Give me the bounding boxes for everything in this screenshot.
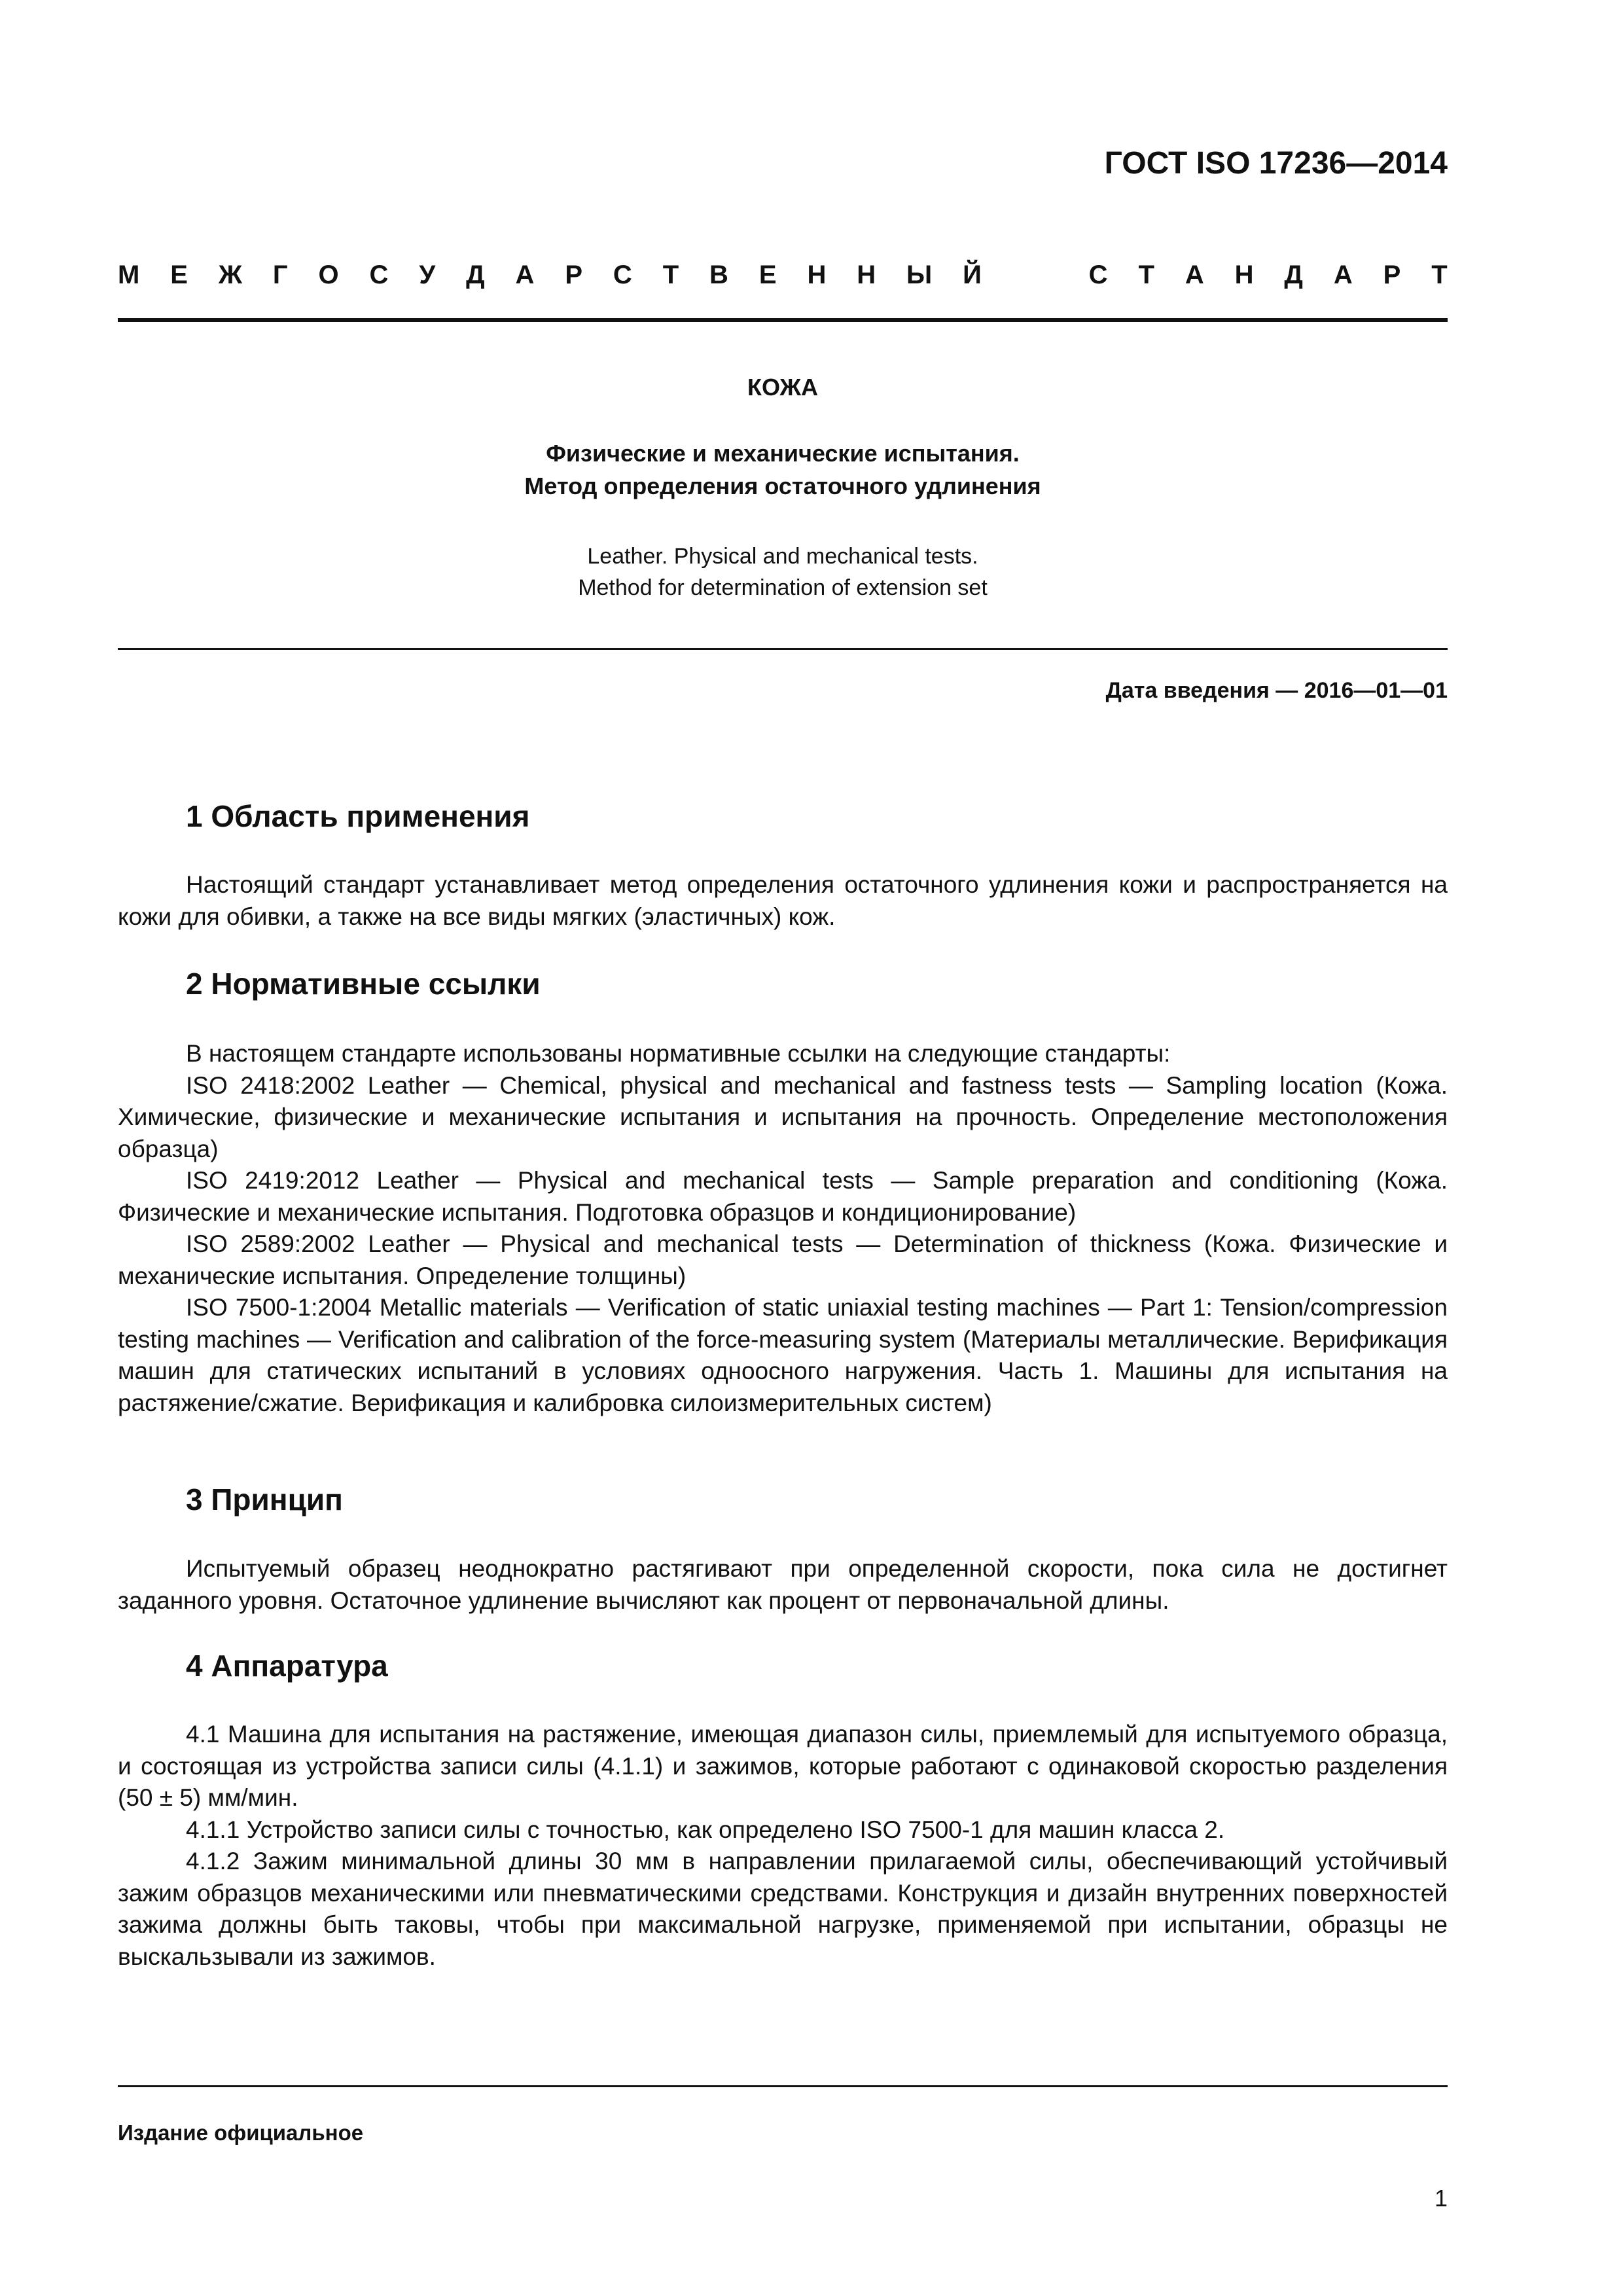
- banner-letter: С: [1088, 260, 1108, 289]
- banner-letter: Д: [466, 260, 485, 289]
- reference-item: ISO 2589:2002 Leather — Physical and mechanical tests — Determination of thickness (Кожа. Физические и механические испытания. Определение толщины): [118, 1230, 1448, 1289]
- introduction-date: Дата введения — 2016—01—01: [1105, 678, 1448, 703]
- banner-letter: М: [118, 260, 140, 289]
- banner-letter: Н: [807, 260, 827, 289]
- banner-letter: Н: [1234, 260, 1254, 289]
- standard-banner: [118, 260, 1448, 290]
- banner-letter: А: [1185, 260, 1204, 289]
- clause-4-1-2: 4.1.2 Зажим минимальной длины 30 мм в направлении прилагаемой силы, обеспечивающий устойчивый зажим образцов механическими или пневматическими средствами. Конструкция и дизайн внутренних поверхностей зажима должны быть таковы, чтобы при максимальной нагрузке, применяемой при испытании, образцы не выскальзывали из зажимов.: [118, 1848, 1448, 1970]
- document-code: ГОСТ ISO 17236—2014: [1104, 146, 1448, 181]
- banner-letter: С: [369, 260, 389, 289]
- reference-item: ISO 2418:2002 Leather — Chemical, physical and mechanical and fastness tests — Sampling location (Кожа. Химические, физические и механические испытания и испытания на прочность. Определение местоположения образца): [118, 1071, 1448, 1162]
- section-principle: [118, 1482, 1448, 1517]
- banner-letter: Е: [758, 260, 777, 289]
- banner-letter: С: [613, 260, 632, 289]
- banner-letter: Н: [857, 260, 876, 289]
- paragraph: В настоящем стандарте использованы нормативные ссылки на следующие стандарты:: [186, 1040, 1171, 1067]
- section-heading: 1 Область применения: [186, 799, 530, 833]
- section-principle-body: [118, 1553, 1448, 1617]
- paragraph: Испытуемый образец неоднократно растягивают при определенной скорости, пока сила не достигнет заданного уровня. Остаточное удлинение вычисляют как процент от первоначальной длины.: [118, 1555, 1448, 1614]
- english-title: [118, 541, 1448, 603]
- section-apparatus-body: [118, 1719, 1448, 1973]
- document-title: КОЖА: [747, 374, 819, 401]
- banner-letter: Г: [272, 260, 288, 289]
- english-title-line: Method for determination of extension set: [578, 575, 988, 600]
- banner-letter: О: [318, 260, 339, 289]
- subtitle-line: Метод определения остаточного удлинения: [524, 473, 1041, 499]
- section-heading: 4 Аппаратура: [186, 1649, 388, 1683]
- banner-letter: Й: [963, 260, 982, 289]
- banner-letter: Ж: [218, 260, 242, 289]
- banner-letter: Р: [1383, 260, 1401, 289]
- clause-4-1: 4.1 Машина для испытания на растяжение, имеющая диапазон силы, приемлемый для испытуемого образца, и состоящая из устройства записи силы (4.1.1) и зажимов, которые работают с одинаковой скоростью разделения (50 ± 5) мм/мин.: [118, 1721, 1448, 1811]
- banner-letter: Т: [1138, 260, 1154, 289]
- banner-gap: [1012, 260, 1058, 290]
- page-number: 1: [1434, 2185, 1448, 2212]
- header-rule: [118, 318, 1448, 322]
- banner-letter: У: [419, 260, 436, 289]
- banner-letter: Т: [1431, 260, 1448, 289]
- section-heading: 2 Нормативные ссылки: [186, 967, 541, 1001]
- section-normative-references: [118, 966, 1448, 1001]
- reference-item: ISO 7500-1:2004 Metallic materials — Verification of static uniaxial testing machines — Part 1: Tension/compression testing machines — Verification and calibration of the force-measuring system (Материалы металлические. Верификация машин для статических испытаний в условиях одноосного нагружения. Часть 1. Машины для испытания на растяжение/сжатие. Верификация и калибровка силоизмерительных систем): [118, 1294, 1448, 1416]
- banner-letter: Т: [662, 260, 679, 289]
- section-apparatus: [118, 1648, 1448, 1683]
- document-subtitle: [118, 437, 1448, 503]
- banner-letter: А: [515, 260, 535, 289]
- paragraph: Настоящий стандарт устанавливает метод определения остаточного удлинения кожи и распространяется на кожи для обивки, а также на все виды мягких (эластичных) кож.: [118, 871, 1448, 930]
- section-heading: 3 Принцип: [186, 1482, 343, 1516]
- banner-letter: Д: [1284, 260, 1303, 289]
- banner-letter: Ы: [906, 260, 933, 289]
- banner-letter: А: [1333, 260, 1353, 289]
- reference-item: ISO 2419:2012 Leather — Physical and mechanical tests — Sample preparation and conditioning (Кожа. Физические и механические испытания. Подготовка образцов и кондиционирование): [118, 1167, 1448, 1226]
- title-rule: [118, 648, 1448, 650]
- clause-4-1-1: 4.1.1 Устройство записи силы с точностью, как определено ISO 7500-1 для машин класса 2.: [186, 1816, 1225, 1843]
- banner-letter: Р: [565, 260, 582, 289]
- banner-letter: Е: [170, 260, 188, 289]
- section-normative-references-body: [118, 1038, 1448, 1419]
- subtitle-line: Физические и механические испытания.: [546, 440, 1020, 467]
- banner-letter: В: [709, 260, 728, 289]
- section-scope-body: [118, 869, 1448, 933]
- english-title-line: Leather. Physical and mechanical tests.: [587, 544, 978, 569]
- section-scope: [118, 798, 1448, 834]
- edition-label: Издание официальное: [118, 2121, 364, 2145]
- footer-rule: [118, 2085, 1448, 2087]
